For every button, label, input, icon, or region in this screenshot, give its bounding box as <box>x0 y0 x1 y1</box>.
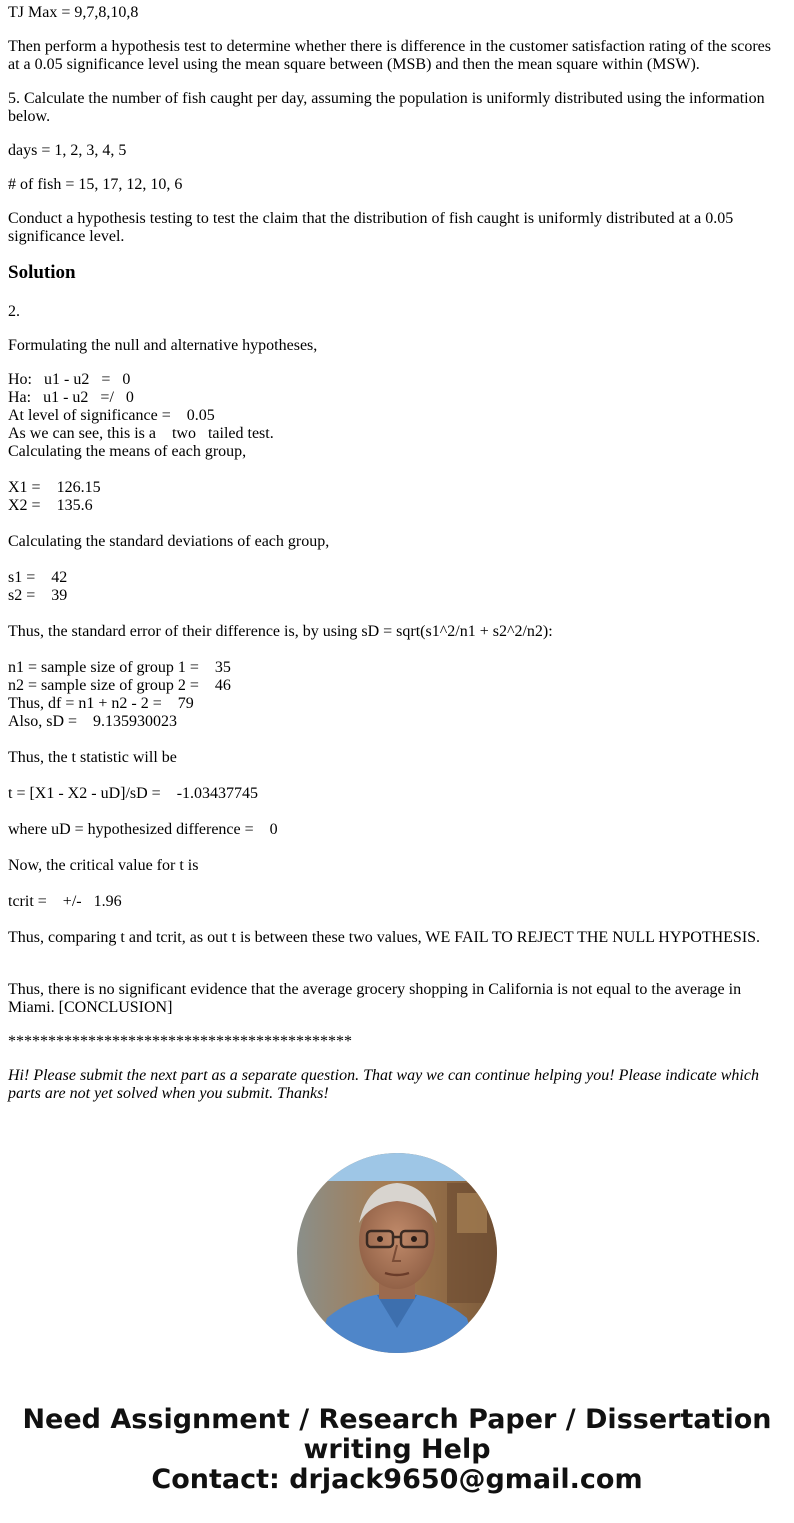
fish-line: # of fish = 15, 17, 12, 10, 6 <box>8 176 183 193</box>
s1-value: s1 = 42 <box>8 569 68 586</box>
tailed-line: As we can see, this is a two tailed test. <box>8 425 274 442</box>
significance-level: At level of significance = 0.05 <box>8 407 215 424</box>
footer-contact: Contact: drjack9650@gmail.com <box>151 1464 643 1495</box>
conclusion-line: Thus, there is no significant evidence that the average grocery shopping in California is not equal to the average in Miami. [CONCLUSION] <box>8 981 742 1016</box>
portrait-image <box>297 1153 497 1353</box>
std-error-line: Thus, the standard error of their difference is, by using sD = sqrt(s1^2/n1 + s2^2/n2): <box>8 623 553 640</box>
days-line: days = 1, 2, 3, 4, 5 <box>8 142 127 159</box>
tj-max-line: TJ Max = 9,7,8,10,8 <box>8 4 139 21</box>
crit-intro-line: Now, the critical value for t is <box>8 857 199 874</box>
x1-value: X1 = 126.15 <box>8 479 101 496</box>
solution-heading: Solution <box>8 262 76 283</box>
s2-value: s2 = 39 <box>8 587 68 604</box>
calc-sd-line: Calculating the standard deviations of each group, <box>8 533 330 550</box>
ud-value: where uD = hypothesized difference = 0 <box>8 821 278 838</box>
formulating-line: Formulating the null and alternative hypotheses, <box>8 337 318 354</box>
x2-value: X2 = 135.6 <box>8 497 93 514</box>
help-note: Hi! Please submit the next part as a separate question. That way we can continue helping you! Please indicate which parts are not yet solved when you submit. Thanks! <box>8 1067 759 1102</box>
alt-hypothesis: Ha: u1 - u2 =/ 0 <box>8 389 134 406</box>
t-statistic: t = [X1 - X2 - uD]/sD = -1.03437745 <box>8 785 259 802</box>
solution-number: 2. <box>8 303 20 320</box>
df-value: Thus, df = n1 + n2 - 2 = 79 <box>8 695 194 712</box>
tcrit-value: tcrit = +/- 1.96 <box>8 893 122 910</box>
n1-value: n1 = sample size of group 1 = 35 <box>8 659 231 676</box>
conduct-line: Conduct a hypothesis testing to test the claim that the distribution of fish caught is uniformly distributed at a 0.05 significance level. <box>8 210 734 245</box>
n2-value: n2 = sample size of group 2 = 46 <box>8 677 231 694</box>
author-photo <box>297 1153 497 1353</box>
footer-banner <box>0 1405 794 1495</box>
null-hypothesis: Ho: u1 - u2 = 0 <box>8 371 131 388</box>
question-5: 5. Calculate the number of fish caught per day, assuming the population is uniformly distributed using the information below. <box>8 90 765 125</box>
sd-value: Also, sD = 9.135930023 <box>8 713 178 730</box>
hypothesis-instruction: Then perform a hypothesis test to determine whether there is difference in the customer satisfaction rating of the scores at a 0.05 significance level using the mean square between (MSB) and then the mean square within (MSW). <box>8 38 771 73</box>
t-intro-line: Thus, the t statistic will be <box>8 749 177 766</box>
footer-line-1: Need Assignment / Research Paper / Dissertation <box>22 1404 772 1435</box>
compare-line: Thus, comparing t and tcrit, as out t is between these two values, WE FAIL TO REJECT THE NULL HYPOTHESIS. <box>8 929 761 946</box>
calc-means-line: Calculating the means of each group, <box>8 443 247 460</box>
separator-stars: ******************************************* <box>8 1033 352 1050</box>
footer-line-2: writing Help <box>303 1434 491 1465</box>
